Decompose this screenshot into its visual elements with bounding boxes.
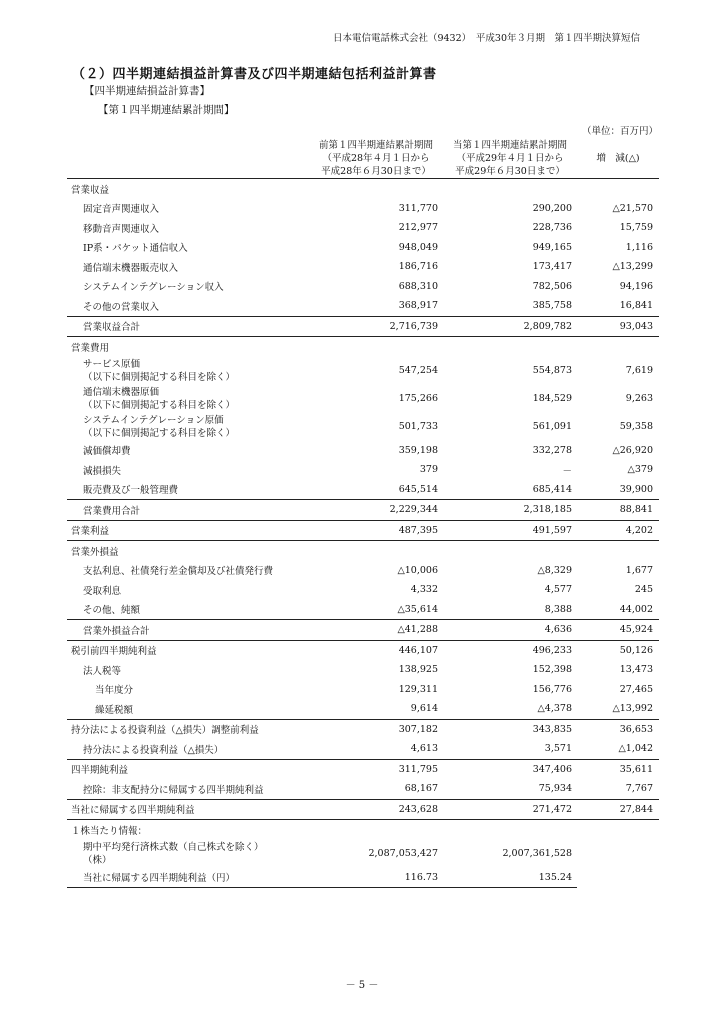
curr-period-header-line: 当第１四半期連結累計期間: [452, 139, 567, 151]
row-label-subtext: （以下に個別掲記する科目を除く）: [83, 427, 236, 439]
table-row: [67, 480, 659, 500]
change-value-cell: △1,042: [618, 743, 653, 755]
table-row: [67, 337, 659, 357]
change-value-cell: 1,677: [625, 564, 653, 576]
table-row: [67, 257, 659, 277]
prev-value-cell: [309, 337, 443, 357]
page-number: － 5 －: [345, 980, 379, 991]
row-label-text: IP系・パケット通信収入: [83, 243, 188, 255]
curr-value-cell: 496,233: [443, 640, 577, 660]
change-value-cell: 50,126: [577, 640, 659, 660]
curr-value-cell: 554,873: [532, 365, 572, 376]
table-row: [67, 413, 659, 441]
table-row: [67, 218, 659, 238]
prev-value-cell: 138,925: [398, 664, 438, 676]
prev-period-header-line: 平成28年６月30日まで）: [321, 165, 431, 177]
table-row: [67, 561, 659, 581]
curr-value-cell: 385,758: [532, 300, 572, 312]
curr-value-cell: [443, 179, 577, 199]
curr-value-cell: 2,318,185: [443, 500, 577, 521]
prev-value-cell: 547,254: [398, 365, 438, 376]
row-label-text: 税引前四半期純利益: [71, 646, 157, 658]
prev-period-header-line: （平成28年４月１日から: [322, 152, 430, 164]
row-label: [67, 316, 309, 337]
statement-subtitle: 【四半期連結損益計算書】: [84, 85, 210, 97]
curr-value-cell: 75,934: [538, 783, 572, 795]
change-value-cell: 7,767: [625, 783, 653, 795]
prev-value-cell: 368,917: [398, 300, 438, 312]
row-label: [67, 840, 309, 868]
row-label: [67, 385, 309, 413]
curr-value-cell: △8,329: [537, 564, 572, 576]
change-value-cell: [577, 179, 659, 199]
change-value-cell: [577, 337, 659, 357]
prev-value-cell: △10,006: [397, 564, 438, 576]
row-label-text: 固定音声関連収入: [83, 204, 160, 216]
change-value-cell: [577, 820, 659, 840]
curr-value-cell: 949,165: [532, 241, 572, 253]
curr-value-cell: 184,529: [532, 393, 572, 404]
change-value-cell: △379: [627, 464, 653, 476]
row-label-text: 営業費用: [71, 342, 110, 354]
row-label-text: 営業費用合計: [83, 505, 141, 517]
prev-value-cell: △41,288: [309, 620, 443, 641]
table-row: [67, 699, 659, 719]
curr-value-cell: 135.24: [443, 868, 577, 888]
row-label: [67, 600, 309, 620]
change-value-cell: 27,844: [577, 799, 659, 820]
prev-value-cell: 2,229,344: [309, 500, 443, 521]
row-label: [67, 218, 309, 238]
table-row: [67, 385, 659, 413]
prev-period-header: [309, 138, 443, 179]
curr-value-cell: 332,278: [532, 444, 572, 456]
row-label-text: 営業収益合計: [83, 322, 141, 334]
prev-value-cell: 2,087,053,427: [368, 848, 438, 859]
table-row: [67, 541, 659, 561]
row-label-text: 持分法による投資利益（△損失）: [83, 744, 224, 756]
prev-value-cell: 4,613: [410, 743, 438, 755]
curr-value-cell: 2,809,782: [443, 316, 577, 337]
prev-value-cell: 948,049: [398, 241, 438, 253]
change-value-cell: 13,473: [619, 664, 653, 676]
change-value-cell: [577, 840, 659, 868]
row-label: [67, 620, 309, 641]
curr-value-cell: 2,007,361,528: [502, 848, 572, 859]
row-label-subtext: （以下に個別掲記する科目を除く）: [83, 399, 236, 411]
prev-value-cell: 688,310: [398, 280, 438, 292]
table-row: [67, 759, 659, 779]
prev-period-header-line: 前第１四半期連結累計期間: [318, 139, 433, 151]
change-value-cell: △13,299: [612, 261, 653, 273]
curr-value-cell: 8,388: [544, 603, 572, 615]
prev-value-cell: 2,716,739: [309, 316, 443, 337]
prev-value-cell: 4,332: [410, 584, 438, 596]
row-label-text: その他、純額: [83, 605, 141, 617]
table-row: [67, 441, 659, 461]
change-value-cell: 93,043: [577, 316, 659, 337]
row-label: [67, 660, 309, 680]
curr-value-cell: 561,091: [532, 421, 572, 432]
row-label: [67, 779, 309, 799]
prev-value-cell: 487,395: [309, 520, 443, 541]
change-value-cell: 36,653: [577, 719, 659, 739]
table-row: [67, 179, 659, 199]
curr-value-cell: 152,398: [532, 664, 572, 676]
curr-period-header-line: （平成29年４月１日から: [456, 152, 564, 164]
curr-value-cell: 290,200: [532, 202, 572, 214]
change-value-cell: 245: [634, 584, 653, 596]
row-label: [67, 580, 309, 600]
row-label-text: 通信端末機器販売収入: [83, 262, 179, 274]
table-row: [67, 868, 659, 888]
row-label-text: 受取利息: [83, 585, 122, 597]
curr-value-cell: 782,506: [532, 280, 572, 292]
change-value-cell: 7,619: [625, 365, 653, 376]
row-label: [67, 500, 309, 521]
row-label-text: 販売費及び一般管理費: [83, 485, 179, 497]
table-row: [67, 620, 659, 641]
change-value-cell: 39,900: [619, 483, 653, 495]
curr-value-cell: △4,378: [537, 703, 572, 715]
row-label-text: 期中平均発行済株式数（自己株式を除く）: [83, 841, 264, 853]
row-label: [67, 296, 309, 316]
curr-value-cell: 4,577: [544, 584, 572, 596]
table-row: [67, 600, 659, 620]
change-value-cell: 44,002: [619, 603, 653, 615]
row-label-text: システムインテグレーション原価: [83, 414, 224, 426]
row-label-subtext: （株）: [83, 854, 112, 866]
curr-value-cell: 343,835: [443, 719, 577, 739]
curr-value-cell: 347,406: [443, 759, 577, 779]
row-label: [67, 179, 309, 199]
curr-period-header-line: 平成29年６月30日まで）: [455, 165, 565, 177]
curr-value-cell: 228,736: [532, 222, 572, 234]
unit-label: （単位：百万円）: [581, 126, 658, 137]
change-value-cell: [577, 541, 659, 561]
prev-value-cell: 446,107: [309, 640, 443, 660]
row-label: [67, 337, 309, 357]
row-label-text: 当社に帰属する四半期純利益: [71, 805, 195, 817]
table-row: [67, 500, 659, 521]
table-row: [67, 820, 659, 840]
document-header: 日本電信電話株式会社（9432） 平成30年３月期 第１四半期決算短信: [332, 33, 640, 44]
change-header: 増 減(△): [577, 138, 659, 179]
row-label-text: 支払利息、社債発行差金償却及び社債発行費: [83, 566, 274, 578]
change-value-cell: 9,263: [625, 393, 653, 404]
row-label-text: 控除：非支配持分に帰属する四半期純利益: [83, 784, 264, 796]
prev-value-cell: 645,514: [398, 483, 438, 495]
prev-value-cell: 212,977: [398, 222, 438, 234]
row-label-text: 繰延税額: [95, 704, 134, 716]
row-label-text: 法人税等: [83, 665, 122, 677]
table-row: [67, 739, 659, 759]
change-value-cell: 1,116: [625, 241, 653, 253]
curr-value-cell: [443, 541, 577, 561]
curr-value-cell: 491,597: [443, 520, 577, 541]
prev-value-cell: [309, 179, 443, 199]
table-row: [67, 779, 659, 799]
row-label-text: １株当たり情報：: [71, 825, 148, 837]
row-label: [67, 719, 309, 739]
change-value-cell: 16,841: [619, 300, 653, 312]
table-row: [67, 520, 659, 541]
change-value-cell: 15,759: [619, 222, 653, 234]
prev-value-cell: [309, 820, 443, 840]
prev-value-cell: △35,614: [397, 603, 438, 615]
change-value-cell: 59,358: [619, 421, 653, 432]
row-label: [67, 277, 309, 297]
row-label-text: 減価償却費: [83, 446, 131, 458]
prev-value-cell: 9,614: [410, 703, 438, 715]
prev-value-cell: 311,795: [309, 759, 443, 779]
row-label-text: その他の営業収入: [83, 301, 160, 313]
row-label-text: システムインテグレーション収入: [83, 282, 224, 294]
change-value-cell: △26,920: [612, 444, 653, 456]
table-row: [67, 316, 659, 337]
curr-value-cell: 156,776: [532, 683, 572, 695]
table-row: [67, 840, 659, 868]
curr-value-cell: [443, 337, 577, 357]
table-row: [67, 799, 659, 820]
row-label-text: 営業外損益: [71, 546, 119, 558]
table-row: [67, 296, 659, 316]
period-title: 【第１四半期連結累計期間】: [98, 104, 235, 116]
prev-value-cell: 501,733: [398, 421, 438, 432]
row-label: [67, 868, 309, 888]
change-value-cell: △21,570: [612, 202, 653, 214]
table-row: [67, 680, 659, 700]
row-label-text: 減損損失: [83, 465, 122, 477]
prev-value-cell: 175,266: [398, 393, 438, 404]
table-row: [67, 580, 659, 600]
table-row: [67, 640, 659, 660]
row-label-text: 当年度分: [95, 685, 134, 697]
header-blank-cell: [67, 138, 309, 179]
row-label: [67, 799, 309, 820]
change-value-cell: 94,196: [619, 280, 653, 292]
row-label-text: 営業利益: [71, 526, 110, 538]
row-label-text: 通信端末機器原価: [83, 386, 160, 398]
row-label: [67, 460, 309, 480]
row-label: [67, 640, 309, 660]
table-row: [67, 719, 659, 739]
table-row: [67, 238, 659, 258]
row-label: [67, 541, 309, 561]
curr-value-cell: 685,414: [532, 483, 572, 495]
change-value-cell: 4,202: [577, 520, 659, 541]
change-value-cell: [577, 868, 659, 888]
row-label: [67, 680, 309, 700]
prev-value-cell: 243,628: [309, 799, 443, 820]
table-row: [67, 199, 659, 219]
change-value-cell: △13,992: [612, 703, 653, 715]
row-label: [67, 820, 309, 840]
curr-value-cell: 173,417: [532, 261, 572, 273]
table-row: [67, 660, 659, 680]
row-label-text: サービス原価: [83, 358, 141, 370]
change-value-cell: 45,924: [577, 620, 659, 641]
curr-value-cell: 3,571: [544, 743, 572, 755]
row-label: [67, 238, 309, 258]
prev-value-cell: 359,198: [398, 444, 438, 456]
change-value-cell: 35,611: [577, 759, 659, 779]
row-label: [67, 357, 309, 385]
income-statement-table: [67, 138, 659, 888]
row-label-text: 持分法による投資利益（△損失）調整前利益: [71, 725, 259, 737]
row-label: [67, 520, 309, 541]
row-label-text: 営業外損益合計: [83, 625, 150, 637]
row-label: [67, 561, 309, 581]
table-row: [67, 277, 659, 297]
row-label: [67, 739, 309, 759]
change-value-cell: 88,841: [577, 500, 659, 521]
prev-value-cell: 68,167: [404, 783, 438, 795]
row-label-text: 営業収益: [71, 184, 110, 196]
row-label: [67, 759, 309, 779]
curr-value-cell: [443, 820, 577, 840]
table-row: [67, 357, 659, 385]
prev-value-cell: 311,770: [398, 202, 438, 214]
table-row: [67, 460, 659, 480]
row-label-text: 当社に帰属する四半期純利益（円）: [83, 873, 236, 885]
row-label: [67, 699, 309, 719]
prev-value-cell: 379: [419, 464, 438, 476]
row-label: [67, 480, 309, 500]
curr-value-cell: 271,472: [443, 799, 577, 820]
row-label-text: 移動音声関連収入: [83, 223, 160, 235]
prev-value-cell: 116.73: [309, 868, 443, 888]
curr-value-cell: －: [562, 465, 572, 477]
prev-value-cell: 186,716: [398, 261, 438, 273]
prev-value-cell: 307,182: [309, 719, 443, 739]
row-label: [67, 441, 309, 461]
prev-value-cell: [309, 541, 443, 561]
section-title: （２）四半期連結損益計算書及び四半期連結包括利益計算書: [72, 67, 437, 82]
curr-period-header: [443, 138, 577, 179]
curr-value-cell: 4,636: [443, 620, 577, 641]
row-label: [67, 257, 309, 277]
row-label-subtext: （以下に個別掲記する科目を除く）: [83, 371, 236, 383]
row-label: [67, 199, 309, 219]
prev-value-cell: 129,311: [398, 683, 438, 695]
row-label: [67, 413, 309, 441]
column-header-row: [67, 138, 659, 179]
change-value-cell: 27,465: [619, 683, 653, 695]
row-label-text: 四半期純利益: [71, 765, 129, 777]
